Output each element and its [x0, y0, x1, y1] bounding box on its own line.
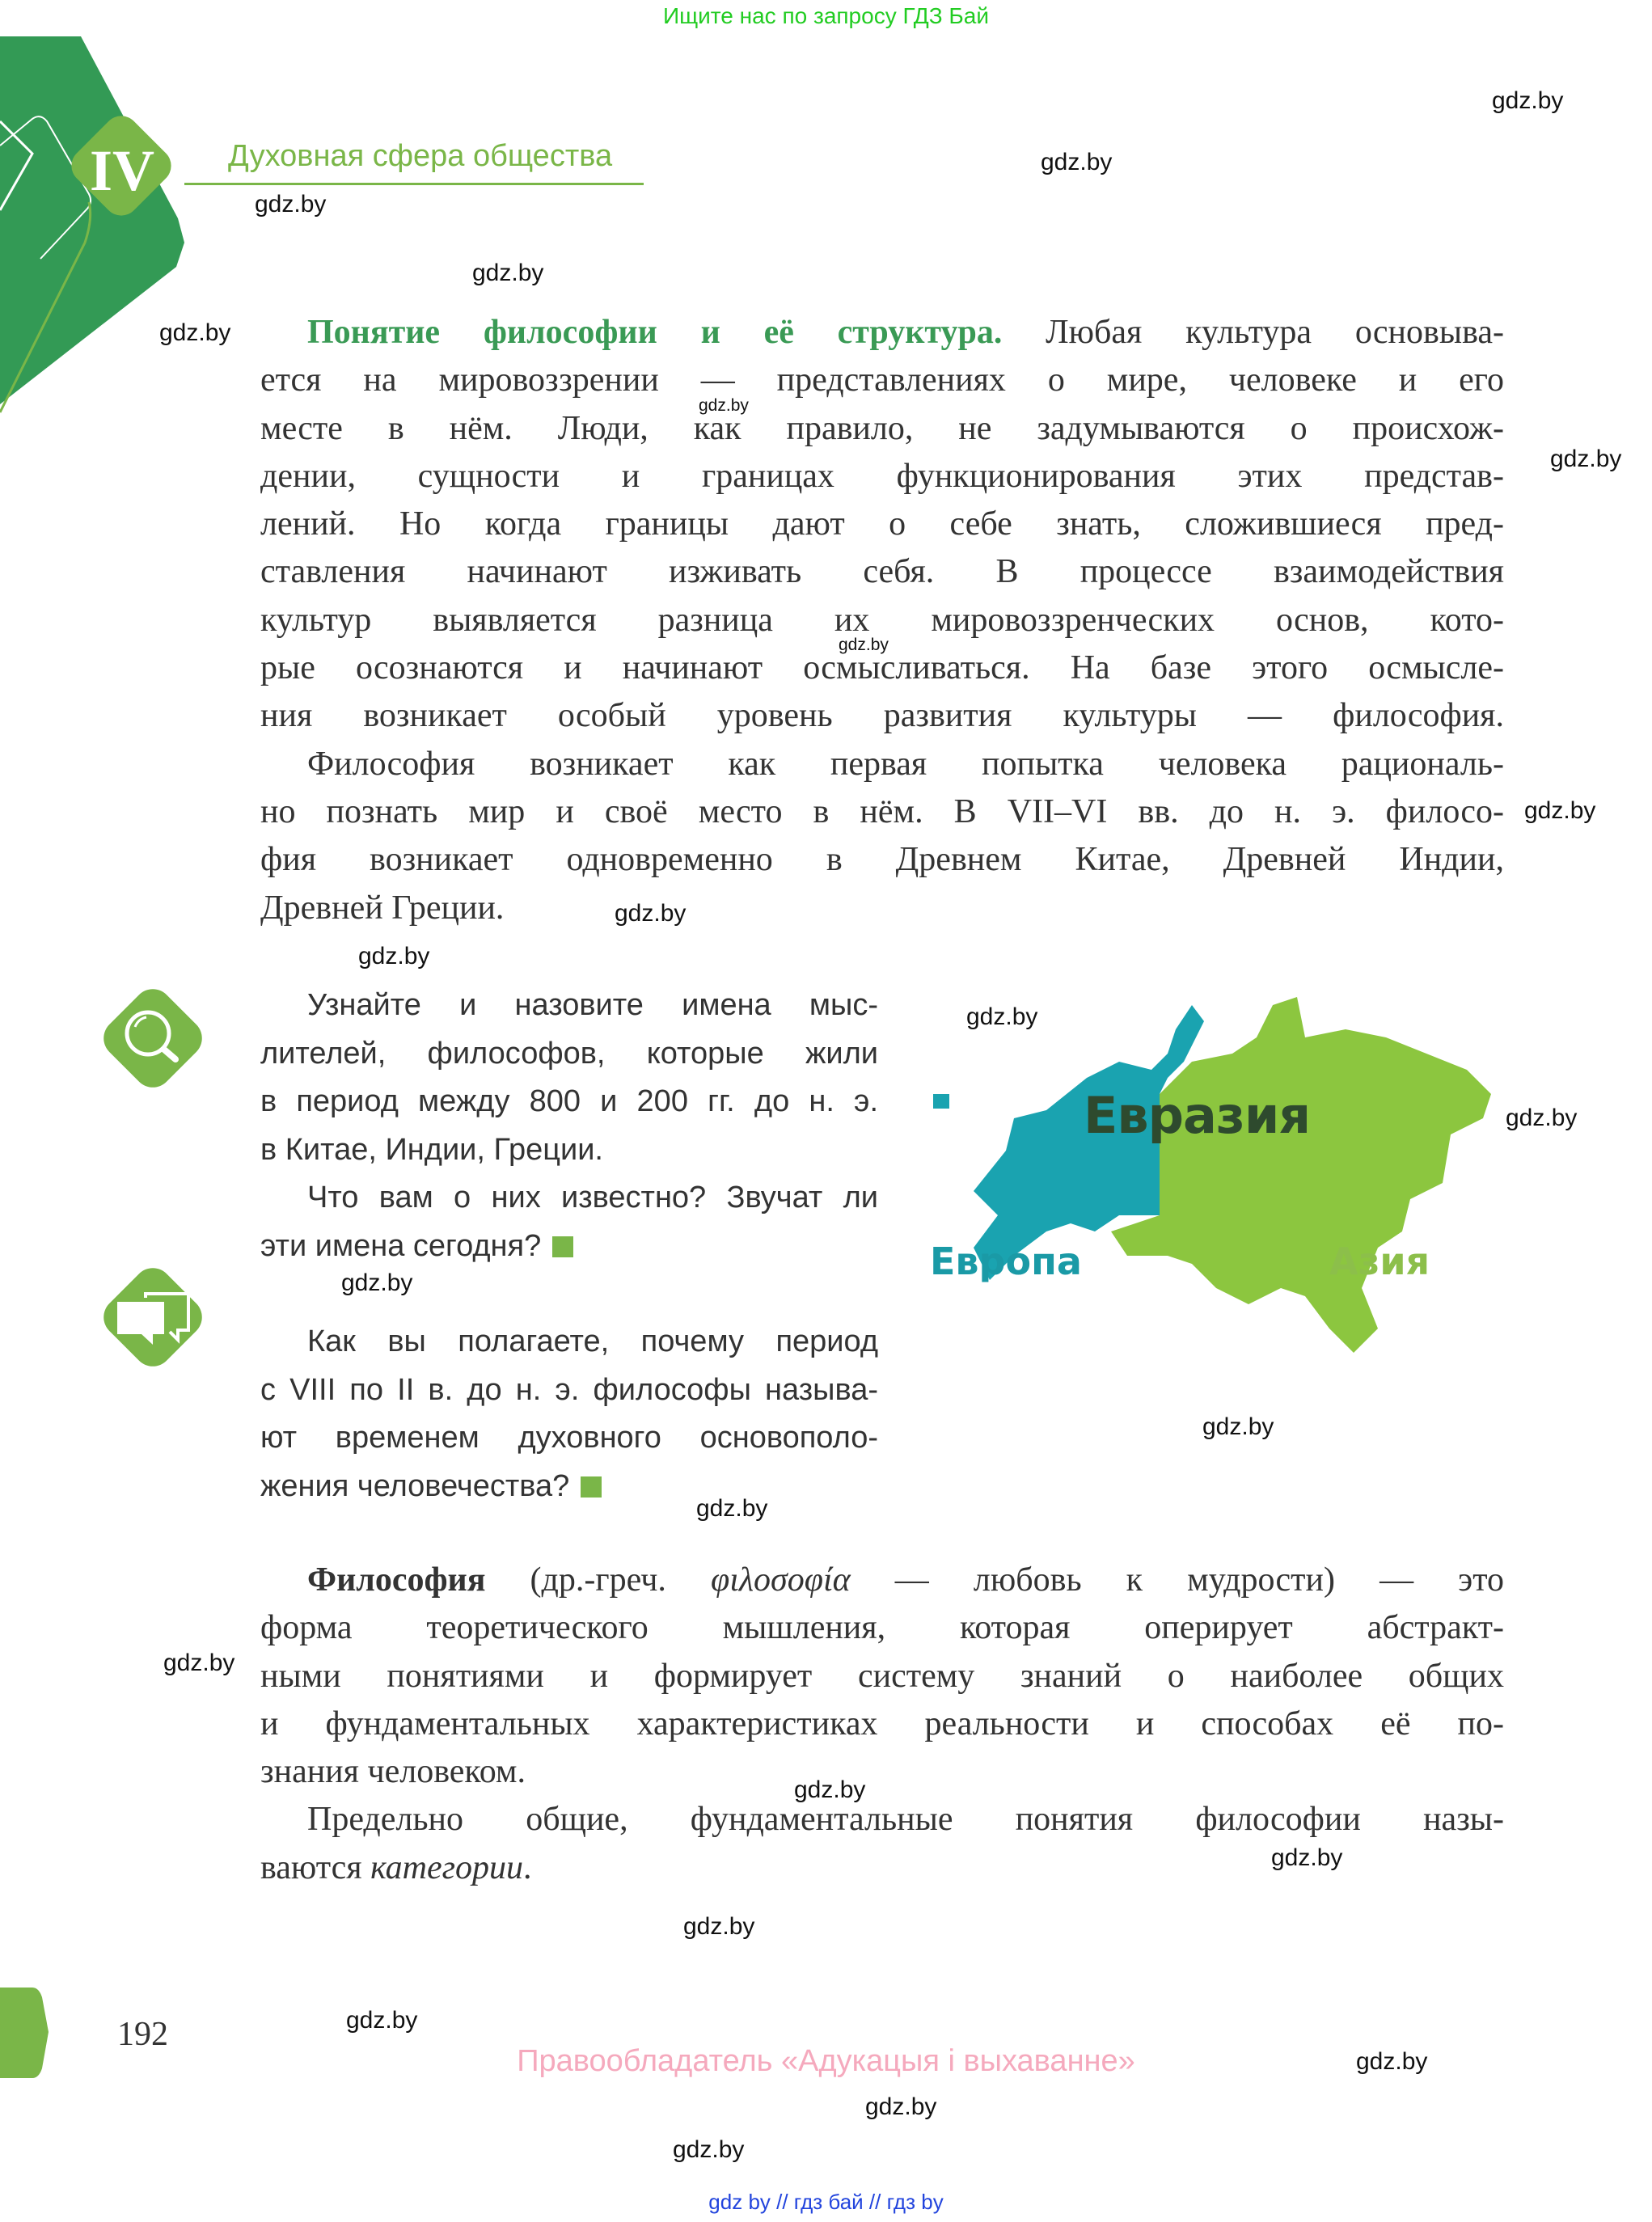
text-line: форма теоретического мышления, которая оперирует абстракт-: [260, 1609, 1504, 1647]
section-intro: [260, 309, 1504, 932]
watermark: gdz.by: [839, 636, 889, 654]
text-line: фия возникает одновременно в Древнем Китае, Древней Индии,: [260, 841, 1504, 879]
watermark: gdz.by: [1271, 1844, 1343, 1871]
text-line: Философия возникает как первая попытка человека рациональ-: [307, 745, 1504, 783]
text-line: Предельно общие, фундаментальные понятия философии назы-: [307, 1801, 1504, 1839]
watermark: gdz.by: [1041, 149, 1113, 175]
task-discuss-period: [260, 1318, 878, 1510]
page-number: 192: [117, 2016, 168, 2053]
text-line: ными понятиями и формирует систему знаний о наиболее общих: [260, 1657, 1504, 1695]
watermark: gdz.by: [1202, 1413, 1274, 1440]
watermark: gdz.by: [699, 396, 749, 415]
watermark: gdz.by: [472, 260, 544, 286]
map-label-europe: Европа: [930, 1240, 1082, 1283]
text-fragment: эти имена сегодня?: [260, 1228, 542, 1263]
end-marker-square: [581, 1476, 602, 1498]
task-find-philosophers: [260, 982, 878, 1270]
copyright-notice: Правообладатель «Адукацыя і выхаванне»: [517, 2044, 1135, 2078]
watermark: gdz.by: [1356, 2048, 1428, 2075]
watermark: gdz.by: [1524, 797, 1596, 824]
text-line: Древней Греции.: [260, 889, 505, 927]
end-marker-square: [552, 1236, 573, 1257]
philosophy-definition: [260, 1557, 1504, 1892]
text-line: лителей, философов, которые жили: [260, 1036, 878, 1071]
text-line: в Китае, Индии, Греции.: [260, 1132, 603, 1167]
watermark: gdz.by: [673, 2136, 745, 2163]
map-label-asia: Азия: [1329, 1240, 1430, 1283]
text-fragment: жения человечества?: [260, 1468, 570, 1503]
watermark: gdz.by: [341, 1269, 413, 1296]
chapter-number: IV: [89, 138, 154, 203]
text-line: дении, сущности и границах функционирования этих представ-: [260, 457, 1504, 495]
text-line: рые осознаются и начинают осмысливаться. На базе этого осмысле-: [260, 649, 1504, 687]
eurasia-map: [925, 989, 1506, 1367]
greek-term: φιλοσοφία: [710, 1561, 851, 1599]
search-task-icon: [93, 986, 213, 1090]
watermark: gdz.by: [1506, 1105, 1578, 1131]
text-fragment: (др.-греч.: [485, 1561, 711, 1599]
text-line: и фундаментальных характеристиках реальности и способах её по-: [260, 1705, 1504, 1743]
chapter-badge-decoration: [0, 0, 210, 420]
watermark: gdz.by: [696, 1495, 768, 1522]
search-hint-banner[interactable]: Ищите нас по запросу ГДЗ Бай: [662, 3, 990, 28]
text-line: [260, 1463, 878, 1511]
text-line: в период между 800 и 200 гг. до н. э.: [260, 1084, 878, 1118]
watermark: gdz.by: [1550, 446, 1622, 472]
text-fragment: ваются: [260, 1848, 371, 1886]
text-fragment: — любовь к мудрости) — это: [850, 1561, 1504, 1599]
text-line: ется на мировоззрении — представлениях о мире, человеке и его: [260, 361, 1504, 399]
section-heading: Понятие философии и её структура.: [307, 314, 1003, 351]
text-line: [260, 1557, 1504, 1604]
watermark: gdz.by: [159, 319, 231, 346]
chapter-title: Духовная сфера общества: [228, 139, 613, 173]
text-line: месте в нём. Люди, как правило, не задумываются о происхож-: [260, 409, 1504, 447]
text-line: Узнайте и назовите имена мыс-: [307, 988, 878, 1022]
text-line: лений. Но когда границы дают о себе знать, сложившиеся пред-: [260, 505, 1504, 543]
watermark: gdz.by: [255, 191, 327, 218]
discussion-task-icon: [93, 1265, 213, 1369]
text-fragment: Любая культура основыва-: [1002, 314, 1504, 351]
text-line: ют временем духовного основополо-: [260, 1421, 878, 1455]
map-title-eurasia: Евразия: [1084, 1086, 1311, 1145]
eurasia-map-shape: [925, 989, 1506, 1367]
footer-links[interactable]: gdz by // гдз бай // гдз by: [708, 2190, 944, 2214]
text-line: ставления начинают изживать себя. В процессе взаимодействия: [260, 553, 1504, 591]
watermark: gdz.by: [966, 1003, 1038, 1030]
watermark: gdz.by: [865, 2093, 937, 2120]
text-line: Что вам о них известно? Звучат ли: [307, 1181, 878, 1214]
text-line: [260, 1223, 878, 1271]
text-line: [260, 309, 1504, 357]
watermark: gdz.by: [794, 1776, 866, 1803]
text-line: Как вы полагаете, почему период: [307, 1324, 878, 1358]
watermark: gdz.by: [346, 2007, 418, 2034]
text-fragment: .: [523, 1848, 532, 1886]
watermark: gdz.by: [358, 943, 430, 969]
term-categories: категории: [370, 1848, 524, 1886]
text-line: с VIII по II в. до н. э. философы называ-: [260, 1372, 878, 1407]
text-line: ния возникает особый уровень развития культуры — философия.: [260, 697, 1504, 735]
text-line: но познать мир и своё место в нём. В VII–VI вв. до н. э. филосо-: [260, 792, 1504, 830]
term-philosophy: Философия: [307, 1561, 486, 1599]
watermark: gdz.by: [683, 1913, 755, 1940]
watermark: gdz.by: [163, 1650, 235, 1676]
watermark: gdz.by: [1492, 87, 1564, 114]
text-line: культур выявляется разница их мировоззренческих основ, кото-: [260, 601, 1504, 639]
watermark: gdz.by: [615, 900, 687, 927]
text-line: знания человеком.: [260, 1753, 526, 1791]
chapter-title-underline: [184, 183, 644, 185]
